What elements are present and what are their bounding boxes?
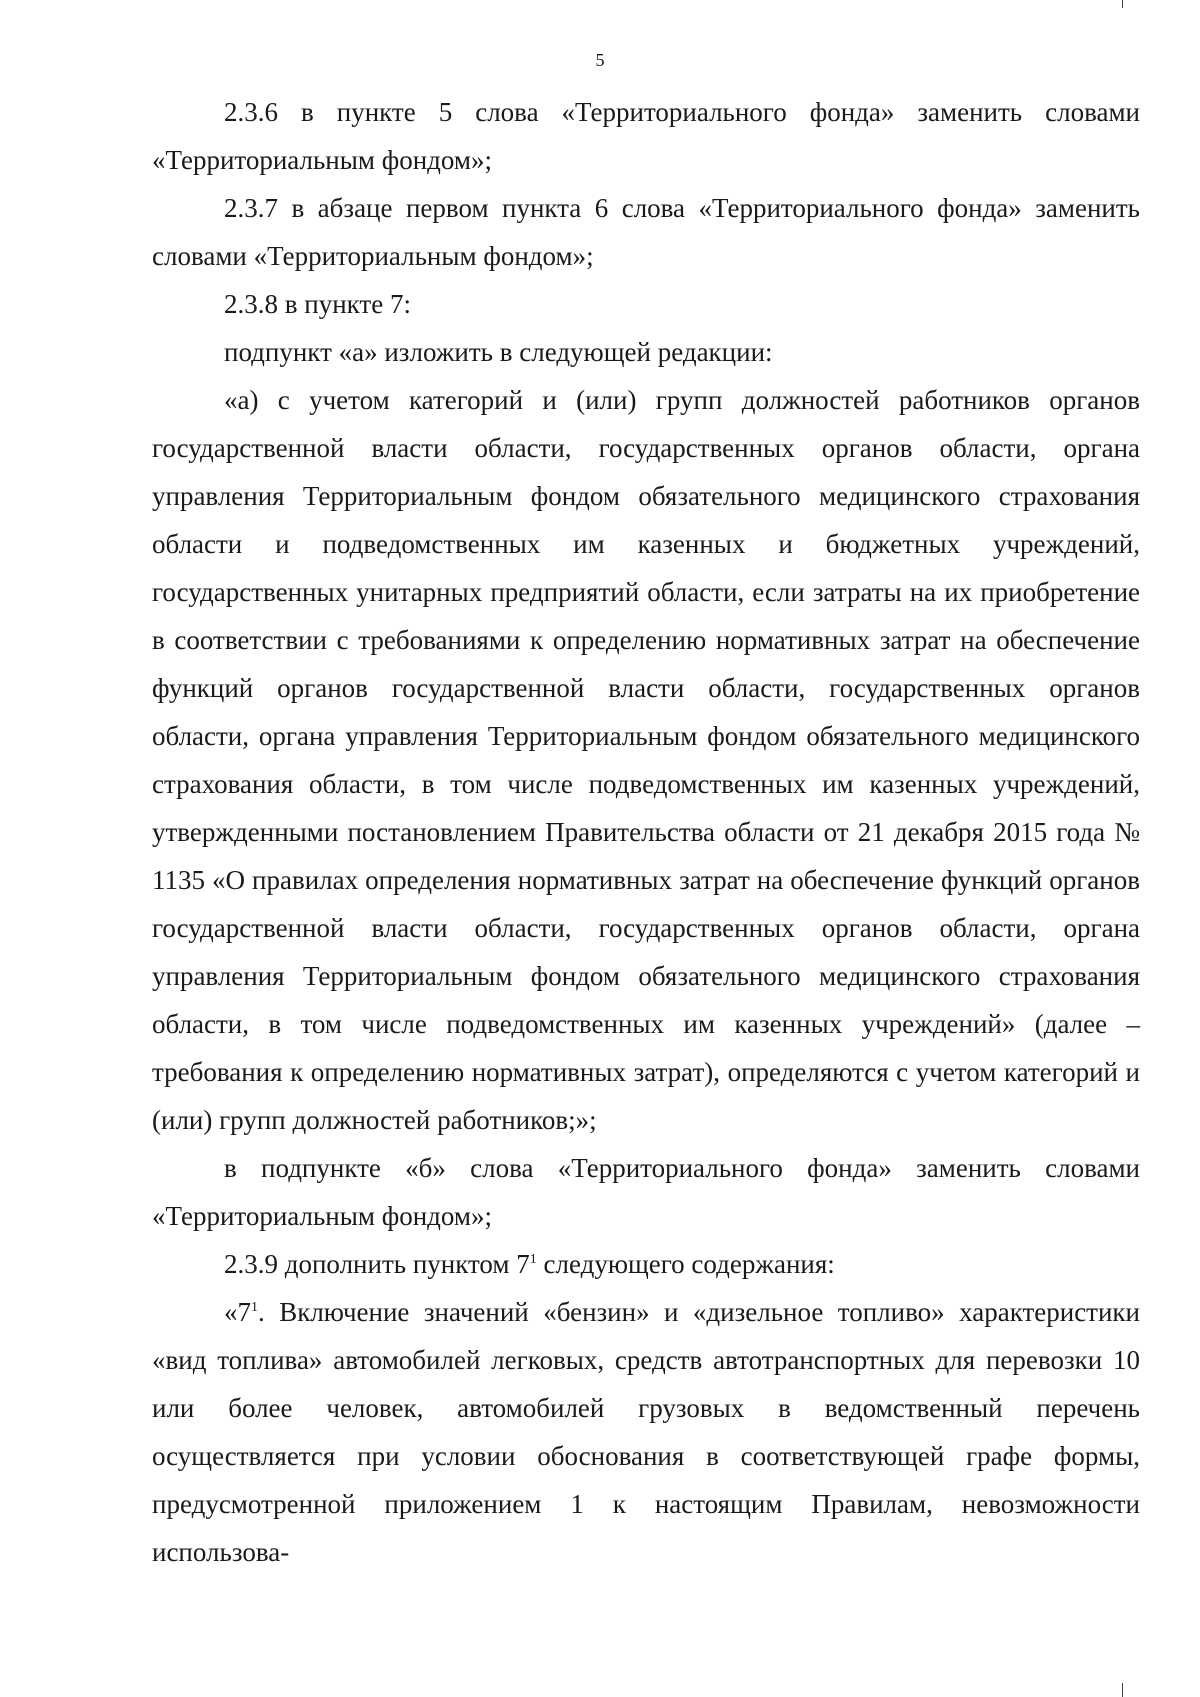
paragraph-subpoint-a-text: «а) с учетом категорий и (или) групп должностей работников органов государственной власти области, государственных органов области, органа управления Территориальным фондом обязательного медицинского страхования области и подведомственных им казенных и бюджетных учреждений, государственных унитарных предприятий области, если затраты на их приобретение в соответствии с требованиями к определению нормативных затрат на обеспечение функций органов государственной власти области, государственных органов области, органа управления Территориальным фондом обязательного медицинского страхования области, в том числе подведомственных им казенных учреждений, утвержденными постановлением Правительства области от 21 декабря 2015 года № 1135 «О правилах определения нормативных затрат на обеспечение функций органов государственной власти области, государственных органов области, органа управления Территориальным фондом обязательного медицинского страхования области, в том числе подведомственных им казенных учреждений» (далее – требования к определению нормативных затрат), определяются с учетом категорий и (или) групп должностей работников;»; bbox=[152, 385, 1140, 1135]
paragraph-point-7-1 bbox=[152, 1288, 1140, 1576]
paragraph-2-3-9-text-before: 2.3.9 дополнить пунктом 7 bbox=[224, 1249, 530, 1279]
superscript-number: 1 bbox=[529, 1252, 537, 1267]
superscript-number: 1 bbox=[251, 1300, 258, 1315]
scan-edge-mark-top bbox=[1122, 0, 1123, 8]
paragraph-subpoint-b: в подпункте «б» слова «Территориального фонда» заменить словами «Территориальным фондом»; bbox=[152, 1153, 1140, 1231]
paragraph-2-3-9-text-after: следующего содержания: bbox=[536, 1249, 835, 1279]
paragraph-2-3-7: 2.3.7 в абзаце первом пункта 6 слова «Территориального фонда» заменить словами «Территориальным фондом»; bbox=[152, 193, 1140, 271]
paragraph-2-3-9 bbox=[152, 1240, 1140, 1288]
scan-edge-mark-bottom bbox=[1122, 1683, 1123, 1697]
paragraph-2-3-8: 2.3.8 в пункте 7: bbox=[224, 289, 411, 319]
paragraph-point-7-1-text-before: «7 bbox=[224, 1297, 251, 1327]
paragraph-point-7-1-text-after: . Включение значений «бензин» и «дизельное топливо» характеристики «вид топлива» автомобилей легковых, средств автотранспортных для перевозки 10 или более человек, автомобилей грузовых в ведомственный перечень осуществляется при условии обоснования в соответствующей графе формы, предусмотренной приложением 1 к настоящим Правилам, невозможности использова- bbox=[152, 1297, 1140, 1567]
page-number: 5 bbox=[595, 50, 605, 70]
paragraph-subpoint-a-intro: подпункт «а» изложить в следующей редакции: bbox=[224, 337, 773, 367]
paragraph-2-3-6: 2.3.6 в пункте 5 слова «Территориального фонда» заменить словами «Территориальным фондом»; bbox=[152, 97, 1140, 175]
document-body bbox=[152, 88, 1140, 1576]
